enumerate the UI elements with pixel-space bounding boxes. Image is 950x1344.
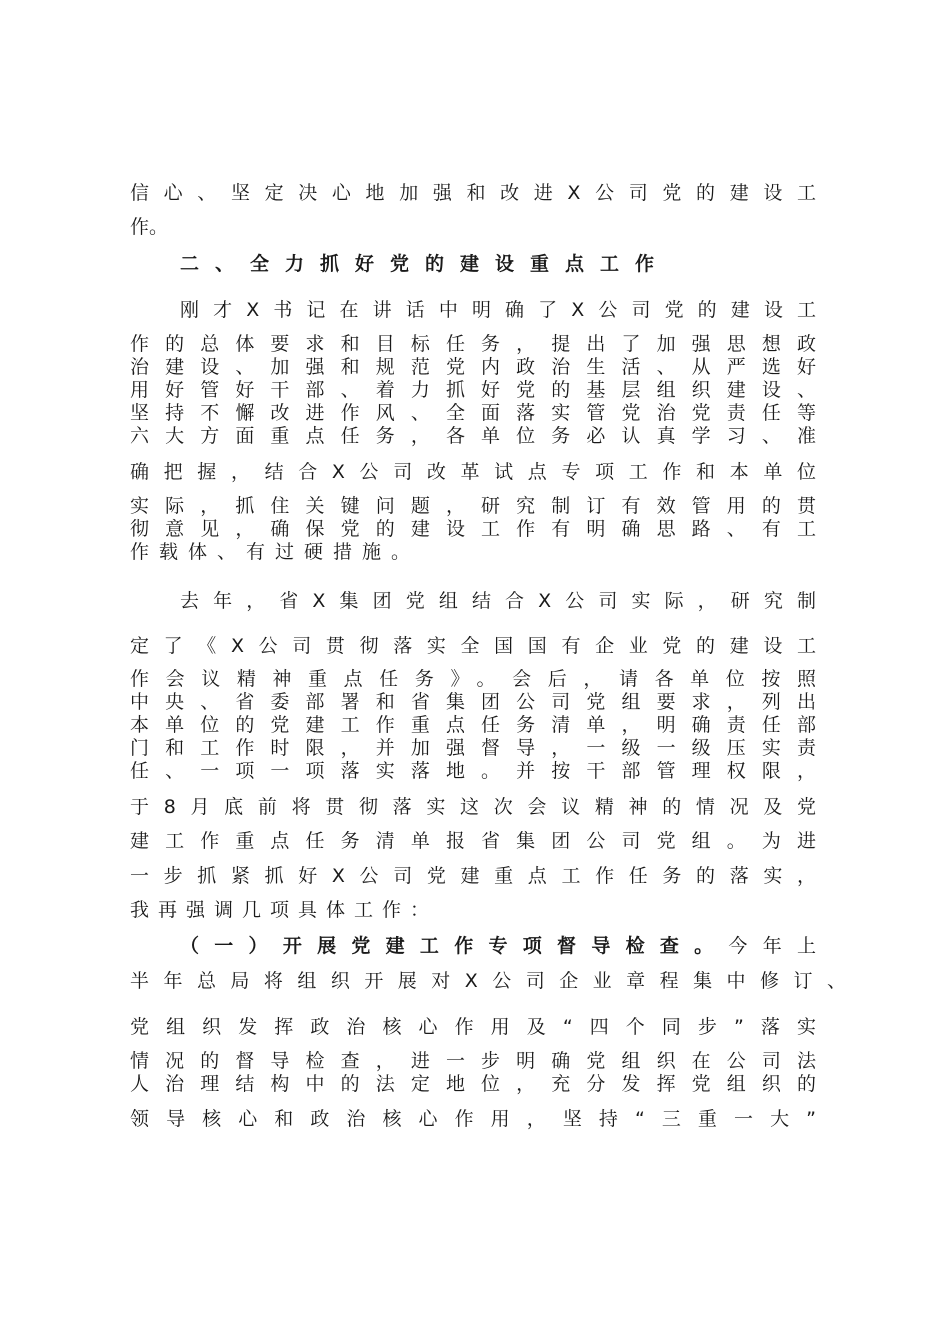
text-line: 作会议精神重点任务》。会后，请各单位按照 — [130, 668, 816, 690]
text-line: 确把握，结合X公司改革试点专项工作和本单位 — [130, 461, 816, 483]
text-line: 门和工作时限，并加强督导，一级一级压实责 — [130, 737, 816, 759]
text-line: 建工作重点任务清单报省集团公司党组。为进 — [130, 830, 816, 852]
text-line: 我再强调几项具体工作： — [130, 899, 439, 921]
subsection-heading: （一）开展党建工作专项督导检查。 — [180, 935, 729, 957]
text-line: 刚才X书记在讲话中明确了X公司党的建设工 — [180, 299, 816, 321]
text-line: 于8月底前将贯彻落实这次会议精神的情况及党 — [130, 796, 816, 818]
text-line: 本单位的党建工作重点任务清单，明确责任部 — [130, 714, 816, 736]
text-line: 情况的督导检查，进一步明确党组织在公司法 — [130, 1050, 816, 1072]
text-line: 去年，省X集团党组结合X公司实际，研究制 — [180, 590, 816, 612]
text-line: 实际，抓住关键问题，研究制订有效管用的贯 — [130, 495, 816, 517]
section-heading: 二、全力抓好党的建设重点工作 — [180, 253, 671, 275]
text-line: 坚持不懈改进作风、全面落实管党治党责任等 — [130, 402, 816, 424]
text-run: 今年上 — [728, 935, 816, 957]
text-line: 六大方面重点任务，各单位务必认真学习、准 — [130, 425, 816, 447]
text-line: 一步抓紧抓好X公司党建重点工作任务的落实， — [130, 865, 816, 887]
text-line: 人治理结构中的法定地位，充分发挥党组织的 — [130, 1073, 816, 1095]
text-line: 领导核心和政治核心作用，坚持“三重一大” — [130, 1108, 816, 1130]
text-line: 定了《X公司贯彻落实全国国有企业党的建设工 — [130, 635, 816, 657]
text-line: 作。 — [130, 216, 169, 238]
text-line: 治建设、加强和规范党内政治生活、从严选好 — [130, 356, 816, 378]
text-line: 信心、坚定决心地加强和改进X公司党的建设工 — [130, 182, 816, 204]
text-line: 半年总局将组织开展对X公司企业章程集中修订、 — [130, 970, 846, 992]
text-line: 党组织发挥政治核心作用及“四个同步”落实 — [130, 1016, 816, 1038]
text-line: 彻意见，确保党的建设工作有明确思路、有工 — [130, 518, 816, 540]
text-line — [180, 934, 816, 958]
text-line: 作载体、有过硬措施。 — [130, 541, 421, 563]
text-line: 中央、省委部署和省集团公司党组要求，列出 — [130, 691, 816, 713]
text-line: 任、一项一项落实落地。并按干部管理权限， — [130, 760, 816, 782]
text-line: 作的总体要求和目标任务，提出了加强思想政 — [130, 333, 816, 355]
text-line: 用好管好干部、着力抓好党的基层组织建设、 — [130, 379, 816, 401]
